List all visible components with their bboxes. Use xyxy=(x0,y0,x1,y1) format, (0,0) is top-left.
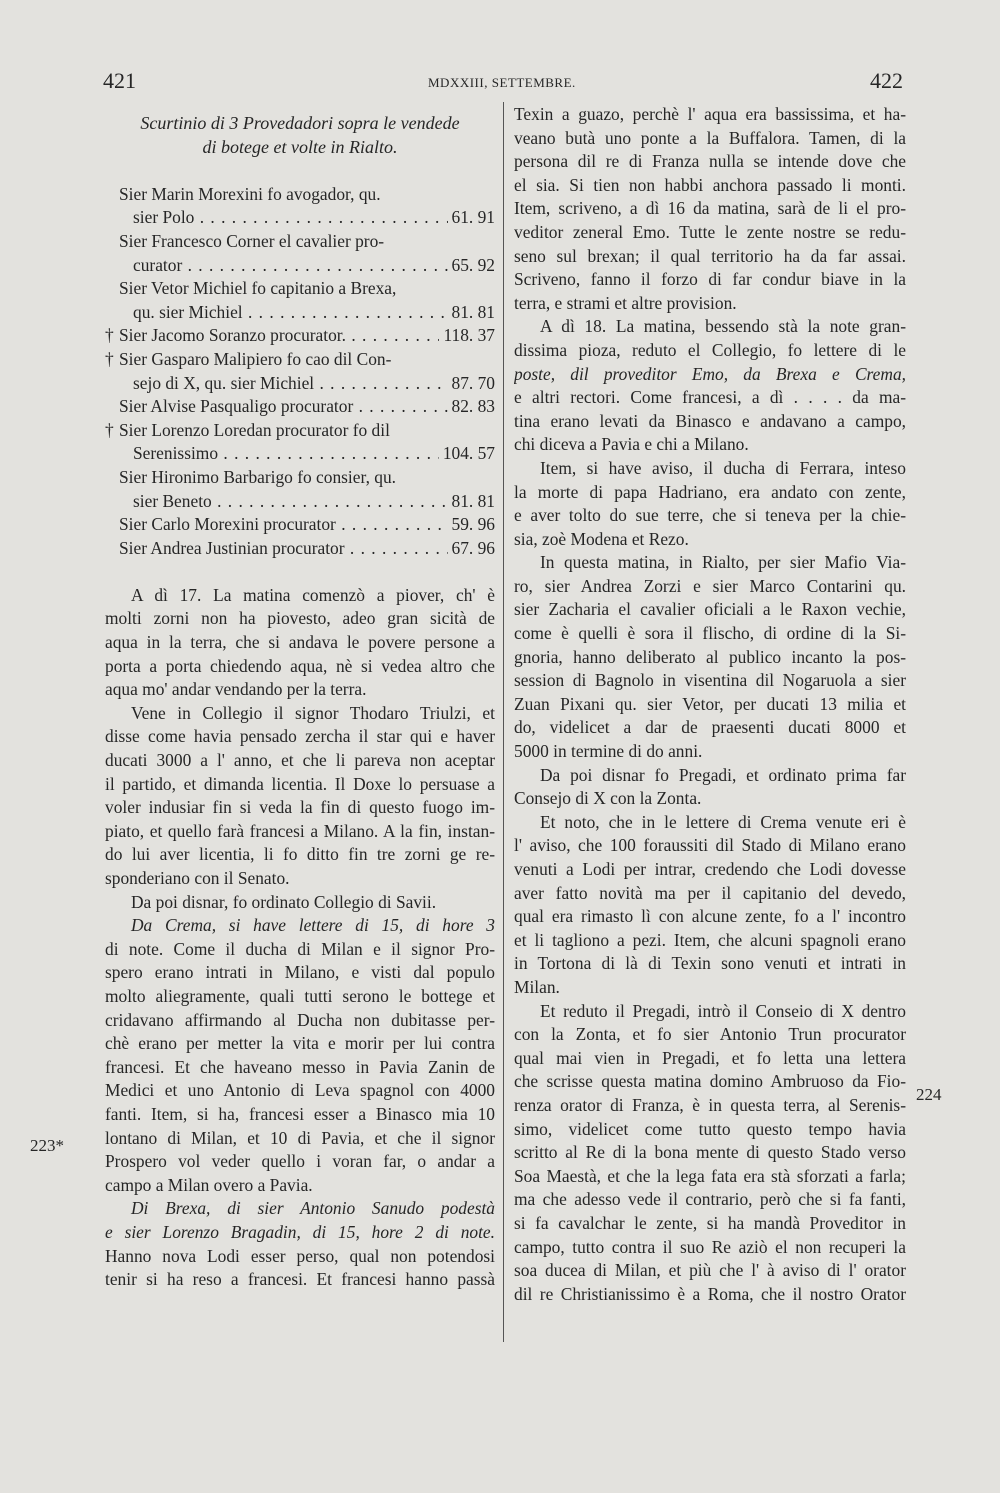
text-line: poste, dil proveditor Emo, da Brexa e Crema, xyxy=(514,363,906,384)
text-line: in Tortona di là di Texin sono venuti et intrati in xyxy=(514,953,906,974)
text-line: si fa cavalchar le zente, si ha mandà Proveditor in xyxy=(514,1212,906,1233)
text-line: francesi. Et che haveano messo in Pavia Zanin de xyxy=(105,1056,495,1077)
text-line: e aver tolto do sue terre, che si teneva per la chie- xyxy=(514,505,906,526)
ballot-name: curator . . . xyxy=(133,254,448,278)
ballot-entry xyxy=(119,372,495,396)
ballot-name: sier Beneto . . . xyxy=(133,490,448,514)
ballot-name: Sier Alvise Pasqualigo procurator . . . xyxy=(119,395,448,419)
ballot-entry xyxy=(105,324,495,348)
ballot-name: sier Polo . . . xyxy=(133,206,448,230)
text-line: A dì 17. La matina comenzò a piover, ch' è xyxy=(131,584,495,605)
ballot-entry xyxy=(119,395,495,419)
ballot-list xyxy=(105,183,495,561)
ballot-entry xyxy=(119,490,495,514)
text-line: chi diceva a Pavia e chi a Milano. xyxy=(514,434,749,455)
text-line: Di Brexa, di sier Antonio Sanudo podestà xyxy=(131,1198,495,1219)
text-line: do, videlicet a dar de praesenti ducati 8000 et xyxy=(514,717,906,738)
text-line: Prospero vol veder quello i voran far, o andar a xyxy=(105,1151,495,1172)
ballot-entry xyxy=(119,513,495,537)
ballot-name: Sier Andrea Justinian procurator . . . xyxy=(119,537,448,561)
text-line: In questa matina, in Rialto, per sier Mafio Via- xyxy=(540,552,906,573)
left-column xyxy=(105,100,495,1292)
ballot-votes: 81. 81 xyxy=(451,301,495,322)
text-line: Et noto, che in le lettere di Crema venute eri è xyxy=(540,811,906,832)
text-line: terra, e strami et altre provision. xyxy=(514,292,737,313)
text-line: session di Bagnolo in visentina dil Nogaruola a sier xyxy=(514,670,906,691)
text-line: Da poi disnar fo Pregadi, et ordinato prima far xyxy=(540,764,906,785)
ballot-votes: 104. 57 xyxy=(442,443,495,464)
text-line: molti zorni non ha piovesto, adeo gran sicità de xyxy=(105,608,495,629)
text-line: venuti a Lodi per intrar, credendo che Lodi dovesse xyxy=(514,859,906,879)
left-body-text xyxy=(105,584,495,1292)
text-line: A dì 18. La matina, bessendo stà la note gran- xyxy=(540,316,906,337)
text-line: campo, tutto contra il suo Re aziò el non recuperi la xyxy=(514,1236,906,1257)
ballot-entry xyxy=(119,254,495,278)
text-line: el sia. Si tien non habbi anchora passado li monti. xyxy=(514,174,906,195)
text-line: veano butà uno ponte a la Buffalora. Tamen, di la xyxy=(514,127,906,148)
ballot-entry xyxy=(119,206,495,230)
text-line: il partido, et dimanda licentia. Il Doxe lo persuase a xyxy=(105,773,495,794)
text-line: ro, sier Andrea Zorzi e sier Marco Contarini qu. xyxy=(514,575,906,596)
text-line: lontano di Milan, et 10 di Pavia, et che il signor xyxy=(105,1127,495,1148)
text-line: aqua mo' andar vendando per la terra. xyxy=(105,679,367,700)
text-line: chè erano per metter la vita e morir per lui contra xyxy=(105,1033,495,1054)
text-line: l' aviso, che 100 foraussiti dil Stado di Milano erano xyxy=(514,835,906,856)
text-line: simo, videlicet come tutto questo tempo havia xyxy=(514,1118,906,1139)
margin-marker-right: 224 xyxy=(916,1085,942,1104)
ballot-name: Sier Jacomo Soranzo procurator. . . . xyxy=(119,324,439,348)
ballot-name-line: Sier Marin Morexini fo avogador, qu. xyxy=(119,183,381,204)
text-line: Hanno nova Lodi esser perso, qual non potendosi xyxy=(105,1245,495,1266)
text-line: persona dil re di Franza nulla se intende dove che xyxy=(514,151,906,172)
text-line: la morte di papa Hadriano, era andato con zente, xyxy=(514,481,906,502)
ballot-votes: 118. 37 xyxy=(443,325,495,346)
text-line: porta a porta chiedendo aqua, nè si vedea altro che xyxy=(105,655,495,676)
text-line: con la Zonta, et fo sier Antonio Trun procurator xyxy=(514,1024,906,1045)
text-line: aqua in la terra, che si andava le povere persone a xyxy=(105,632,495,653)
text-line: sponderiano con il Senato. xyxy=(105,868,290,888)
text-line: disse come havia pensado zercha il star qui e haver xyxy=(105,726,495,747)
ballot-entry xyxy=(119,442,495,466)
text-line: di note. Come il ducha di Milan e il signor Pro- xyxy=(105,938,495,959)
text-line: Milan. xyxy=(514,976,560,997)
text-line: soa ducea di Milan, et più che l' à aviso di l' orator xyxy=(514,1260,906,1281)
text-line: Da Crema, si have lettere di 15, di hore 3 xyxy=(131,915,495,936)
ballot-name: qu. sier Michiel . . . xyxy=(133,301,448,325)
ballot-votes: 59. 96 xyxy=(451,514,495,535)
text-line: seno sul brexan; il qual territorio ha da far assai. xyxy=(514,245,906,266)
text-line: voler indusiar fin si veda la fin di questo fuogo im- xyxy=(105,797,495,818)
ballot-name: Sier Gasparo Malipiero fo cao dil Con- xyxy=(119,348,392,369)
text-line: fanti. Item, si ha, francesi esser a Binasco mia 10 xyxy=(105,1103,495,1124)
page-number-right: 422 xyxy=(870,68,903,93)
text-line: sier Zacharia el cavalier oficiali a le Raxon vechie, xyxy=(514,599,906,620)
text-line: dissima pioza, reduto el Collegio, fo lettere di le xyxy=(514,339,906,360)
section-heading: Scurtinio di 3 Provedadori sopra le vendede xyxy=(140,113,460,133)
text-line: Soa Maestà, et che la lega fata era stà sforzati a farla; xyxy=(514,1165,906,1186)
ballot-votes: 87. 70 xyxy=(451,372,495,393)
ballot-name: Sier Lorenzo Loredan procurator fo dil xyxy=(119,419,390,440)
ballot-name-line: † Sier Lorenzo Loredan procurator fo dil xyxy=(105,419,390,440)
ballot-name-line: † Sier Gasparo Malipiero fo cao dil Con- xyxy=(105,348,392,369)
text-line: renza orator di Franza, è in questa terra, al Serenis- xyxy=(514,1094,906,1115)
text-line: come è quelli è sora il flischo, di ordine di la Si- xyxy=(514,623,906,644)
text-line: tina erano levati da Binasco e andavano a campo, xyxy=(514,410,906,431)
right-column xyxy=(514,103,906,1306)
text-line: do lui aver licentia, li fo ditto fin tre zorni ge re- xyxy=(105,844,495,865)
ballot-votes: 65. 92 xyxy=(451,254,495,275)
text-line: sia, zoè Modena et Rezo. xyxy=(514,528,689,549)
text-line: et li tagliono a pezi. Item, che alcuni spagnoli erano xyxy=(514,929,906,950)
text-line: scritto al Re di la bona mente di questo Stado verso xyxy=(514,1142,906,1163)
elected-mark: † xyxy=(105,325,114,346)
text-line: spero erano intrati in Milano, e visti dal populo xyxy=(105,962,495,983)
text-line: Vene in Collegio il signor Thodaro Triulzi, et xyxy=(131,702,495,723)
text-line: dil re Christianissimo è a Roma, che il nostro Orator xyxy=(514,1283,906,1304)
text-line: tenir si ha reso a francesi. Et francesi hanno passà xyxy=(105,1269,495,1290)
ballot-entry xyxy=(119,537,495,561)
text-line: ducati 3000 a l' anno, et che li pareva non aceptar xyxy=(105,750,495,771)
text-line: Item, scriveno, a dì 16 da matina, sarà de li el pro- xyxy=(514,198,906,219)
margin-marker-left: 223* xyxy=(30,1136,64,1155)
text-line: gnoria, hanno deliberato al publico incanto la pos- xyxy=(514,646,906,667)
section-heading: di botege et volte in Rialto. xyxy=(202,136,398,157)
text-line: Zuan Pixani qu. sier Vetor, per ducati 13 milia et xyxy=(514,693,906,714)
text-line: Medici et uno Antonio di Leva spagnol con 4000 xyxy=(105,1080,495,1101)
text-line: Et reduto il Pregadi, intrò il Conseio di X dentro xyxy=(540,1000,906,1021)
text-line: che scrisse questa matina domino Ambruoso da Fio- xyxy=(514,1071,906,1092)
ballot-votes: 61. 91 xyxy=(451,207,495,228)
text-line: Item, si have aviso, il ducha di Ferrara, inteso xyxy=(540,457,906,478)
text-line: ma che adesso vede il contrario, però che si fa fanti, xyxy=(514,1189,906,1210)
ballot-name-line: Sier Hironimo Barbarigo fo consier, qu. xyxy=(119,466,397,487)
ballot-name: sejo di X, qu. sier Michiel . . . xyxy=(133,372,448,396)
ballot-votes: 82. 83 xyxy=(451,396,495,417)
ballot-name: Sier Carlo Morexini procurator . . . xyxy=(119,513,448,537)
text-line: Scriveno, fanno il forzo di far condur biave in la xyxy=(514,269,906,290)
text-line: cridavano affirmando al Ducha non dubitasse per- xyxy=(105,1009,495,1030)
column-divider xyxy=(503,102,504,1342)
text-line: campo a Milan overo a Pavia. xyxy=(105,1174,313,1195)
page-number-left: 421 xyxy=(103,68,136,93)
text-line: molto aliegramente, quali tutti serono le bottege et xyxy=(105,985,495,1006)
text-line: Texin a guazo, perchè l' aqua era bassissima, et ha- xyxy=(514,104,906,124)
text-line: e sier Lorenzo Bragadin, di 15, hore 2 di note. xyxy=(105,1221,495,1242)
text-line: 5000 in termine di do anni. xyxy=(514,741,703,762)
text-line: qual era rimasto lì con alcune zente, fo a l' incontro xyxy=(514,906,906,927)
ballot-name-line: Sier Francesco Corner el cavalier pro- xyxy=(119,230,385,251)
ballot-name: Serenissimo . . . xyxy=(133,442,439,466)
ballot-votes: 81. 81 xyxy=(451,490,495,511)
ballot-entry xyxy=(119,301,495,325)
text-line: e altri rectori. Come francesi, a dì . . . . da ma- xyxy=(514,387,906,408)
text-line: Da poi disnar, fo ordinato Collegio di Savii. xyxy=(131,891,437,912)
text-line: Consejo di X con la Zonta. xyxy=(514,788,702,809)
text-line: qual mai vien in Pregadi, et fo letta una lettera xyxy=(514,1047,906,1068)
text-line: aver fatto novità ma per il capitanio del devedo, xyxy=(514,882,906,903)
ballot-votes: 67. 96 xyxy=(451,537,495,558)
running-header: MDXXIII, SETTEMBRE. xyxy=(428,75,576,90)
ballot-name-line: Sier Vetor Michiel fo capitanio a Brexa, xyxy=(119,278,397,299)
text-line: veditor zeneral Emo. Tutte le zente nostre se redu- xyxy=(514,221,906,242)
text-line: piato, et quello farà francesi a Milano. A la fin, instan- xyxy=(105,820,495,841)
